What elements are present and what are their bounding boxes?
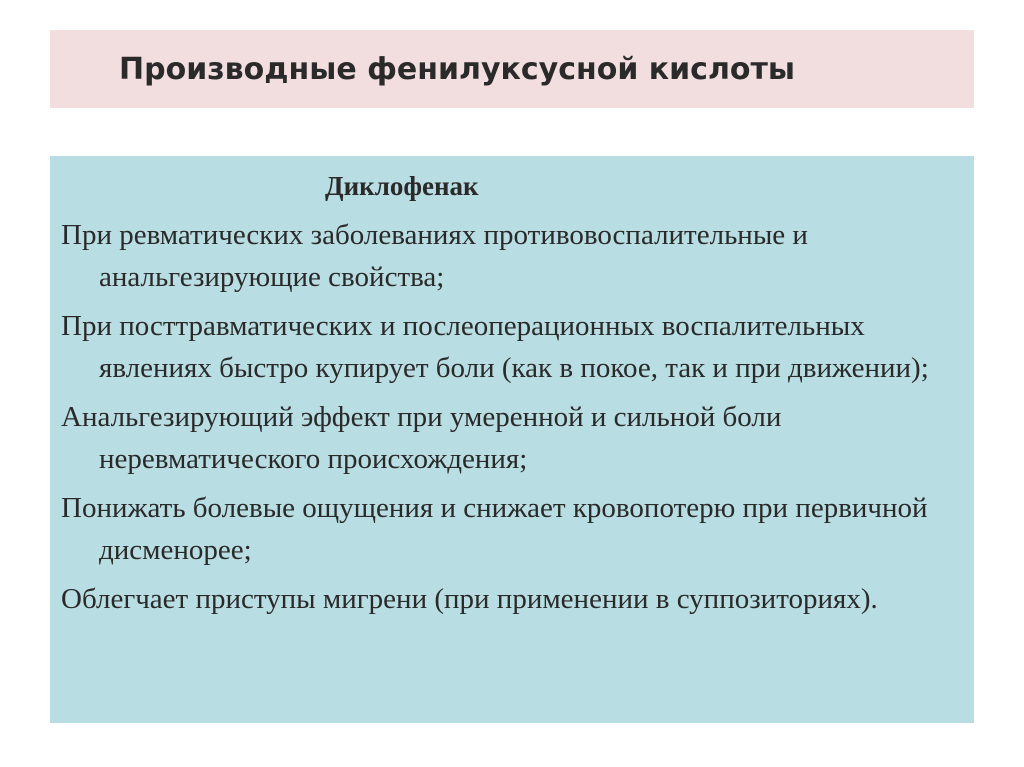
list-item: Понижать болевые ощущения и снижает кровопотерю при первичной дисменорее; (61, 492, 928, 566)
slide-title: Производные фенилуксусной кислоты (119, 51, 796, 87)
list-item: Облегчает приступы мигрени (при применении в суппозиториях). (61, 583, 878, 615)
title-banner (50, 30, 974, 108)
list-item: Анальгезирующий эффект при умеренной и сильной боли неревматического происхождения; (61, 401, 782, 475)
drug-subheading: Диклофенак (325, 171, 479, 201)
list-item: При посттравматических и послеоперационных воспалительных явлениях быстро купирует боли (как в покое, так и при движении); (61, 310, 929, 384)
indications-list (61, 214, 966, 627)
list-item: При ревматических заболеваниях противовоспалительные и анальгезирующие свойства; (61, 219, 808, 293)
